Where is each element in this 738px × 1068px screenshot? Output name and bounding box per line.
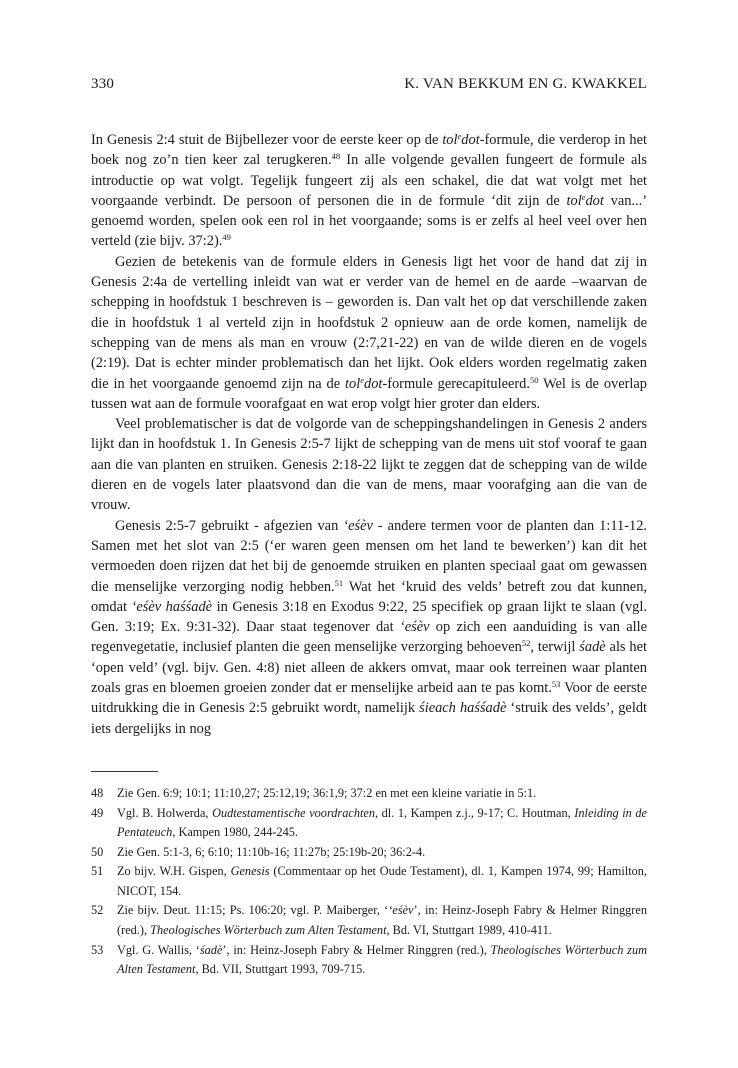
text-run: Wel is de overlap tussen wat aan de formule voorafgaat en wat erop volgt hier groter dan elders. [91, 375, 647, 412]
text-run: -formule gerecapituleerd. [382, 375, 530, 392]
text-run: Zie Gen. 6:9; 10:1; 11:10,27; 25:12,19; 36:1,9; 37:2 en met een kleine variatie in 5:1. [117, 785, 537, 800]
text-run: ’, in: Heinz-Joseph Fabry & Helmer Ringgren (red.), [117, 903, 647, 938]
text-run: Veel problematischer is dat de volgorde van de scheppingshandelingen in Genesis 2 anders lijkt dan in hoofdstuk 1. In Genesis 2:5-7 lijkt de schepping van de mens uit stof vooraf te gaan aan die van planten en struiken. Genesis 2:18-22 lijkt te zeggen dat de schepping van de wilde dieren en de vogels later plaatsvond dan die van de mens, maar voorafging aan die van de vrouw. [91, 416, 647, 514]
body-text [91, 130, 647, 739]
text-run: Voor de eerste uitdrukking die in Genesis 2:5 gebruikt wordt, namelijk [91, 680, 647, 717]
text-run: , Bd. VI, Stuttgart 1989, 410-411. [386, 923, 552, 938]
text-run: op zich een aanduiding is van alle regenvegetatie, inclusief planten die geen menselijke verzorging behoeven [91, 619, 647, 656]
text-run: als het ‘open veld’ (vgl. bijv. Gen. 4:8) niet alleen de akkers omvat, maar ook terreinen waar planten zoals gras en bloemen groeien zonder dat er menselijke arbeid aan te pas komt. [91, 639, 647, 697]
superscript: 48 [331, 151, 341, 162]
text-run: , dl. 1, Kampen z.j., 9-17; C. Houtman, [375, 805, 575, 820]
text-run: Zie Gen. 5:1-3, 6; 6:10; 11:10b-16; 11:27b; 25:19b-20; 36:2-4. [117, 844, 426, 859]
text-run: In alle volgende gevallen fungeert de formule als introductie op wat volgt. Tegelijk fungeert zij als een schakel, die dat wat volgt met het voorgaande verbindt. De persoon of personen die in de formule ‘dit zijn de [91, 152, 647, 209]
superscript: 52 [521, 638, 531, 649]
superscript: 49 [222, 232, 231, 243]
superscript: e [581, 191, 586, 202]
italic-text: śieach haśśadè [419, 700, 507, 717]
text-run: in Genesis 3:18 en Exodus 9:22, 25 specifiek op graan lijkt te slaan (vgl. Gen. 3:19; Ex. 9:31-32). Daar staat tegenover dat [91, 598, 647, 636]
text-run: Vgl. G. Wallis, ‘ [117, 942, 200, 957]
footnote-number: 50 [91, 844, 104, 859]
text-run: -formule, die verderop in het boek nog zo’n tien keer zal terugkeren. [91, 132, 647, 169]
superscript: 51 [334, 577, 344, 588]
text-run: Wat het ‘kruid des velds’ betreft zou dat kunnen, omdat [91, 578, 647, 615]
footnote-number: 49 [91, 805, 104, 820]
footnote-text [117, 784, 647, 804]
italic-text: Inleiding in de Pentateuch [117, 805, 647, 840]
text-run: - andere termen voor de planten dan 1:11-12. Samen met het slot van 2:5 (‘er waren geen mensen om het land te bewerken’) kan dit het vermoeden doen rijzen dat het bij de genoemde struiken en planten speciaal gaat om gewassen die menselijke verzorging nodig hebben. [91, 517, 647, 595]
italic-text: ‘eśèv [343, 517, 373, 534]
italic-text: Theologisches Wörterbuch zum Alten Testament [150, 923, 387, 938]
paragraph [91, 516, 647, 739]
italic-text: ‘eśèv haśśadè [131, 598, 213, 615]
text-run: (Commentaar op het Oude Testament), dl. 1, Kampen 1974, 99; Hamilton, NICOT, 154. [117, 864, 647, 898]
italic-text: dot [364, 375, 383, 392]
footnote-separator [91, 771, 158, 772]
footnote-number: 53 [91, 942, 104, 957]
footnote-number: 52 [91, 903, 104, 918]
page-number: 330 [91, 76, 115, 92]
text-run: Zo bijv. W.H. Gispen, [117, 864, 231, 879]
text-run: , Kampen 1980, 244-245. [172, 825, 298, 840]
running-header [91, 76, 647, 93]
text-run: ‘struik des velds’, geldt iets dergelijks in nog [91, 700, 648, 737]
italic-text: tol [345, 375, 361, 392]
text-run: Gezien de betekenis van de formule elders in Genesis ligt het voor de hand dat zij in Genesis 2:4a de vertelling inleidt van wat er verder van de hemel en de aarde –waarvan de schepping in hoofdstuk 1 beschreven is – geworden is. Dan valt het op dat verschillende zaken die in hoofdstuk 1 al verteld zijn in hoofdstuk 2 opnieuw aan de orde komen, namelijk de schepping van de mens als man en vrouw (2:7,21-22) en van de wilde dieren en de vogels (2:19). Dat is echter minder problematisch dan het lijkt. Ook elders worden regelmatig zaken die in het voorgaande genoemd zijn na de [91, 253, 647, 392]
superscript: 53 [551, 679, 561, 690]
footnote-number: 48 [91, 785, 104, 800]
italic-text: dot [461, 132, 480, 148]
text-run: Vgl. B. Holwerda, [117, 805, 213, 820]
text-run: , terwijl [530, 639, 580, 656]
footnote [91, 843, 647, 863]
paragraph [91, 252, 647, 414]
footnote-text [117, 862, 647, 901]
footnote [91, 804, 647, 843]
text-run: Genesis 2:5-7 gebruikt - afgezien van [115, 517, 344, 534]
italic-text: ‘eśèv [388, 903, 414, 918]
italic-text: tol [442, 132, 458, 148]
text-run: Zie bijv. Deut. 11:15; Ps. 106:20; vgl. P. Maiberger, ‘ [117, 903, 389, 918]
italic-text: tol [566, 192, 582, 209]
footnote-text [117, 901, 647, 940]
footnote-text [117, 941, 647, 980]
footnote-text [117, 843, 647, 863]
superscript: 50 [529, 374, 539, 385]
footnote [91, 901, 647, 940]
paragraph [91, 414, 647, 515]
italic-text: dot [585, 192, 604, 209]
running-title: K. VAN BEKKUM EN G. KWAKKEL [404, 76, 647, 92]
text-run: , Bd. VII, Stuttgart 1993, 709-715. [195, 962, 366, 977]
text-run: ’, in: Heinz-Joseph Fabry & Helmer Ringgren (red.), [222, 942, 491, 957]
footnote [91, 784, 647, 804]
italic-text: Oudtestamentische voordrachten [212, 805, 375, 820]
footnote-text [117, 804, 647, 843]
italic-text: Theologisches Wörterbuch zum Alten Testament [117, 942, 647, 977]
paragraph [91, 130, 647, 252]
italic-text: śadè [579, 639, 606, 656]
footnotes [91, 784, 647, 980]
footnote [91, 941, 647, 980]
italic-text: ‘eśèv [399, 619, 430, 636]
text-run: In Genesis 2:4 stuit de Bijbellezer voor de eerste keer op de [91, 132, 443, 148]
text-run: van...’ genoemd worden, spelen ook een rol in het voorgaande; soms is er zelfs al heel veel over hen verteld (zie bijv. 37:2). [91, 192, 647, 250]
document-page [91, 76, 647, 980]
superscript: e [457, 131, 462, 141]
footnote [91, 862, 647, 901]
footnote-number: 51 [91, 864, 104, 879]
superscript: e [360, 374, 365, 385]
italic-text: śadè [199, 942, 223, 957]
italic-text: Genesis [230, 864, 270, 879]
